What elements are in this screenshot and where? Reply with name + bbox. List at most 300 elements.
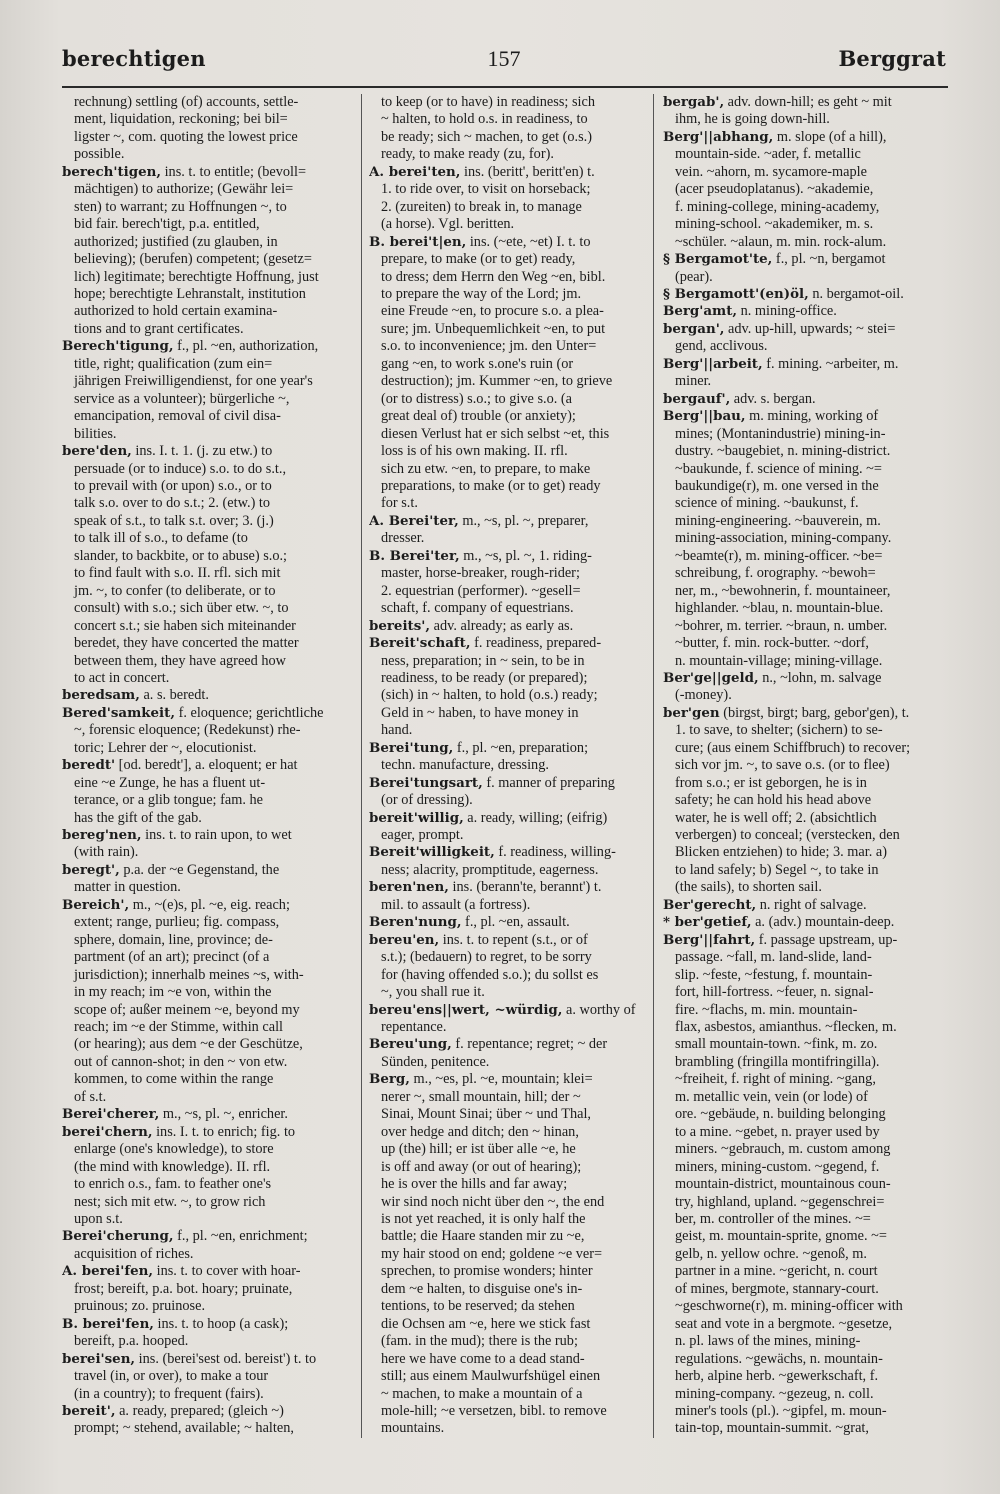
dictionary-text-line	[663, 740, 949, 757]
headword: bergab',	[663, 94, 725, 110]
entry-text: acquisition of riches.	[74, 1245, 194, 1262]
entry-text: upon s.t.	[74, 1211, 123, 1227]
headword: Berech'tigung,	[62, 338, 174, 355]
dictionary-text-line	[62, 548, 354, 565]
headword: beredsam,	[62, 687, 140, 704]
dictionary-text-line	[62, 600, 354, 617]
dictionary-text-line	[663, 1141, 949, 1158]
headword: bergan',	[663, 320, 725, 337]
dictionary-text-line	[663, 862, 949, 879]
headword: Berg'||fahrt,	[663, 931, 756, 948]
entry-text: ins. t. to hoop (a cask);	[153, 1315, 289, 1332]
entry-text: of s.t.	[74, 1088, 107, 1105]
dictionary-text-line	[369, 338, 651, 355]
dictionary-text-line	[369, 216, 651, 233]
dictionary-text-line	[369, 600, 651, 617]
entry-text: die Ochsen am ~e, here we stick fast	[381, 1315, 591, 1332]
entry-text: ~ machen, to make a mountain of a	[381, 1385, 583, 1402]
dictionary-text-line	[369, 1054, 651, 1071]
entry-text: eine Freude ~en, to procure s.o. a plea-	[381, 303, 604, 320]
dictionary-text-line	[369, 391, 651, 408]
entry-text: m., ~es, pl. ~e, mountain; klei=	[409, 1071, 593, 1088]
entry-text: f. manner of preparing	[482, 774, 615, 791]
entry-text: a. ready, prepared; (gleich ~)	[115, 1402, 284, 1419]
entry-text: m. slope (of a hill),	[773, 128, 887, 145]
dictionary-text-line	[62, 932, 354, 949]
entry-text: sich vor jm. ~, to save o.s. (or to flee)	[675, 757, 890, 774]
entry-text: (with rain).	[74, 844, 139, 861]
dictionary-text-line	[62, 1159, 354, 1176]
entry-text: to keep (or to have) in readiness; sich	[381, 94, 595, 110]
entry-text: ins. (berei'sest od. bereist') t. to	[135, 1350, 317, 1367]
entry-text: for (having offended s.o.); du sollst es	[381, 966, 599, 983]
entry-text: bilities.	[74, 425, 117, 442]
headword: * ber'getief,	[663, 914, 752, 931]
entry-text: herb, alpine herb. ~gewerkschaft, f.	[675, 1368, 879, 1385]
entry-text: dustry. ~baugebiet, n. mining-district.	[675, 443, 891, 460]
entry-text: sten) to warrant; zu Hoffnungen ~, to	[74, 198, 287, 215]
entry-text: (a horse). Vgl. beritten.	[381, 216, 515, 233]
entry-text: service as a volunteer); bürgerliche ~,	[74, 390, 290, 407]
entry-text: f. readiness, prepared-	[470, 635, 602, 652]
entry-text: ~baukunde, f. science of mining. ~=	[675, 460, 882, 477]
entry-text: to a mine. ~gebet, n. prayer used by	[675, 1123, 880, 1140]
entry-text: (acer pseudoplatanus). ~akademie,	[675, 181, 874, 198]
dictionary-text-line	[663, 338, 949, 355]
entry-text: water, he is well off; 2. (absichtlich	[675, 809, 877, 826]
entry-text: ~butter, f. min. rock-butter. ~dorf,	[675, 635, 869, 652]
dictionary-text-line	[663, 1351, 949, 1368]
headword: Ber'gerecht,	[663, 896, 757, 913]
entry-text: f. readiness, willing-	[494, 844, 616, 861]
dictionary-text-line	[369, 670, 651, 687]
dictionary-text-line	[369, 967, 651, 984]
dictionary-text-line	[62, 949, 354, 966]
entry-text: kommen, to come within the range	[74, 1071, 274, 1088]
dictionary-entry-line	[369, 914, 651, 931]
entry-text: slip. ~feste, ~festung, f. mountain-	[675, 966, 873, 983]
entry-text: (-money).	[675, 687, 732, 704]
dictionary-text-line	[369, 111, 651, 128]
entry-text: n. mountain-village; mining-village.	[675, 652, 883, 669]
dictionary-text-line	[663, 687, 949, 704]
column-2	[369, 94, 651, 1464]
entry-text: pruinous; zo. pruinose.	[74, 1298, 206, 1315]
entry-text: wir sind noch nicht über den ~, the end	[381, 1193, 605, 1210]
dictionary-text-line	[62, 1176, 354, 1193]
entry-text: reach; im ~e der Stimme, within call	[74, 1019, 284, 1036]
dictionary-entry-line	[62, 687, 354, 704]
dictionary-entry-line	[369, 548, 651, 565]
dictionary-text-line	[663, 1071, 949, 1088]
dictionary-text-line	[62, 199, 354, 216]
entry-text: jurisdiction); innerhalb meines ~s, with-	[74, 966, 304, 983]
entry-text: ~bohrer, m. terrier. ~braun, n. umber.	[675, 617, 888, 634]
entry-text: eager, prompt.	[381, 827, 464, 844]
dictionary-text-line	[62, 1420, 354, 1437]
entry-text: bid fair. berech'tigt, p.a. entitled,	[74, 216, 260, 233]
dictionary-text-line	[369, 687, 651, 704]
entry-text: authorized to hold certain examina-	[74, 303, 278, 320]
dictionary-entry-line	[663, 408, 949, 425]
entry-text: concert s.t.; sie haben sich miteinander	[74, 617, 296, 634]
dictionary-text-line	[369, 146, 651, 163]
dictionary-text-line	[62, 391, 354, 408]
entry-text: ~, forensic eloquence; (Redekunst) rhe-	[74, 722, 301, 739]
dictionary-text-line	[62, 321, 354, 338]
headword: Bereit'schaft,	[369, 635, 471, 652]
dictionary-text-line	[663, 1403, 949, 1420]
entry-text: mining-engineering. ~bauverein, m.	[675, 512, 881, 529]
entry-text: ins. (berann'te, berannt') t.	[448, 879, 602, 896]
dictionary-text-line	[369, 1263, 651, 1280]
entry-text: gend, acclivous.	[675, 338, 768, 355]
dictionary-text-line	[369, 862, 651, 879]
entry-text: ore. ~gebäude, n. building belonging	[675, 1106, 886, 1123]
dictionary-text-line	[663, 1316, 949, 1333]
entry-text: diesen Verlust hat er sich selbst ~et, this	[381, 425, 610, 442]
entry-text: seat and vote in a bergmote. ~gesetze,	[675, 1315, 893, 1332]
entry-text: (in a country); to frequent (fairs).	[74, 1385, 264, 1402]
entry-text: vein. ~ahorn, m. sycamore-maple	[675, 163, 867, 180]
entry-text: Blicken entziehen) to hide; 3. mar. a)	[675, 844, 887, 861]
entry-text: highlander. ~blau, n. mountain-blue.	[675, 600, 884, 617]
dictionary-text-line	[663, 1298, 949, 1315]
dictionary-text-line	[369, 94, 651, 111]
entry-text: p.a. der ~e Gegenstand, the	[119, 861, 280, 878]
entry-text: f., pl. ~en, preparation;	[453, 739, 589, 756]
entry-text: cure; (aus einem Schiffbruch) to recover;	[675, 739, 911, 756]
dictionary-text-line	[62, 513, 354, 530]
dictionary-text-line	[369, 199, 651, 216]
entry-text: over hedge and ditch; den ~ hinan,	[381, 1123, 579, 1140]
dictionary-entry-line	[62, 338, 354, 355]
dictionary-text-line	[663, 810, 949, 827]
dictionary-text-line	[663, 1420, 949, 1437]
dictionary-text-line	[369, 1368, 651, 1385]
entry-text: partment (of an art); precinct (of a	[74, 949, 270, 966]
dictionary-text-line	[663, 199, 949, 216]
entry-text: f. mining-college, mining-academy,	[675, 198, 880, 215]
dictionary-text-line	[663, 653, 949, 670]
entry-text: readiness, to be ready (or prepared);	[381, 669, 588, 686]
dictionary-entry-line	[62, 757, 354, 774]
entry-text: (pear).	[675, 268, 713, 285]
dictionary-text-line	[369, 443, 651, 460]
dictionary-text-line	[663, 879, 949, 896]
dictionary-text-line	[369, 1281, 651, 1298]
entry-text: in my reach; im ~e von, within the	[74, 984, 272, 1001]
entry-text: to prepare the way of the Lord; jm.	[381, 285, 582, 302]
entry-text: verbergen) to conceal; (verstecken, den	[675, 827, 900, 844]
entry-text: master, horse-breaker, rough-rider;	[381, 565, 580, 582]
entry-text: loss is of his own making. II. rfl.	[381, 443, 568, 460]
dictionary-text-line	[369, 565, 651, 582]
entry-text: is off and away (or out of hearing);	[381, 1158, 582, 1175]
dictionary-text-line	[663, 548, 949, 565]
dictionary-text-line	[663, 181, 949, 198]
dictionary-text-line	[62, 1246, 354, 1263]
entry-text: from s.o.; er ist geborgen, he is in	[675, 774, 867, 791]
dictionary-text-line	[369, 269, 651, 286]
headword: A. berei'ten,	[369, 163, 461, 180]
entry-text: ins. t. to entitle; (bevoll=	[161, 163, 307, 180]
headword: bereu'ens||wert, ~würdig,	[369, 1001, 563, 1018]
entry-text: (or of dressing).	[381, 792, 473, 809]
entry-text: ins. t. to rain upon, to wet	[141, 827, 292, 844]
dictionary-entry-line	[663, 303, 949, 320]
dictionary-text-line	[62, 775, 354, 792]
dictionary-text-line	[663, 461, 949, 478]
dictionary-text-line	[663, 1159, 949, 1176]
dictionary-text-line	[62, 111, 354, 128]
dictionary-text-line	[369, 1176, 651, 1193]
entry-text: passage. ~fall, m. land-slide, land-	[675, 949, 872, 966]
entry-text: f. eloquence; gerichtliche	[175, 704, 324, 721]
dictionary-text-line	[62, 722, 354, 739]
entry-text: mountains.	[381, 1420, 445, 1437]
dictionary-text-line	[369, 356, 651, 373]
dictionary-text-line	[62, 1194, 354, 1211]
dictionary-text-line	[663, 1176, 949, 1193]
entry-text: adv. down-hill; es geht ~ mit	[724, 94, 892, 110]
entry-text: ness, preparation; in ~ sein, to be in	[381, 652, 585, 669]
dictionary-text-line	[62, 1281, 354, 1298]
dictionary-text-line	[62, 495, 354, 512]
entry-text: n., ~lohn, m. salvage	[758, 669, 882, 686]
dictionary-entry-line	[62, 1228, 354, 1245]
dictionary-text-line	[663, 426, 949, 443]
dictionary-text-line	[663, 1386, 949, 1403]
entry-text: mines; (Montanindustrie) mining-in-	[675, 425, 886, 442]
dictionary-text-line	[663, 1089, 949, 1106]
entry-text: m. metallic vein, vein (or lode) of	[675, 1088, 868, 1105]
entry-text: ins. t. to cover with hoar-	[153, 1263, 301, 1280]
dictionary-entry-line	[369, 844, 651, 861]
entry-text: mil. to assault (a fortress).	[381, 896, 531, 913]
entry-text: still; aus einem Maulwurfshügel einen	[381, 1368, 601, 1385]
entry-text: f. mining. ~arbeiter, m.	[762, 355, 899, 372]
entry-text: mining-school. ~akademiker, m. s.	[675, 216, 874, 233]
entry-text: toric; Lehrer der ~, elocutionist.	[74, 739, 257, 756]
headword: § Bergamot'te,	[663, 251, 773, 268]
entry-text: (fam. in the mud); there is the rub;	[381, 1333, 578, 1350]
dictionary-entry-line	[369, 740, 651, 757]
entry-text: mountain-district, mountainous coun-	[675, 1176, 891, 1193]
dictionary-entry-line	[62, 1316, 354, 1333]
entry-text: ~schüler. ~alaun, m. min. rock-alum.	[675, 233, 887, 250]
dictionary-text-line	[663, 216, 949, 233]
entry-text: hand.	[381, 722, 413, 739]
entry-text: to find fault with s.o. II. rfl. sich mit	[74, 565, 281, 582]
dictionary-text-line	[663, 1368, 949, 1385]
dictionary-entry-line	[663, 914, 949, 931]
entry-text: ~ halten, to hold o.s. in readiness, to	[381, 111, 588, 128]
entry-text: gang ~en, to work s.one's ruin (or	[381, 355, 574, 372]
dictionary-text-line	[663, 967, 949, 984]
dictionary-entry-line	[62, 827, 354, 844]
dictionary-text-line	[369, 1089, 651, 1106]
entry-text: prompt; ~ stehend, available; ~ halten,	[74, 1420, 294, 1437]
headword: Berei'cherung,	[62, 1228, 174, 1245]
page-header	[62, 46, 946, 80]
dictionary-text-line	[369, 303, 651, 320]
dictionary-entry-line	[62, 897, 354, 914]
entry-text: science of mining. ~baukunst, f.	[675, 495, 859, 512]
entry-text: tain-top, mountain-summit. ~grat,	[675, 1420, 869, 1437]
entry-text: f. passage upstream, up-	[755, 931, 898, 948]
dictionary-text-line	[62, 478, 354, 495]
dictionary-text-line	[663, 949, 949, 966]
headword: bereu'en,	[369, 931, 440, 948]
headword: Bereich',	[62, 896, 130, 913]
entry-text: ber, m. controller of the mines. ~=	[675, 1211, 871, 1227]
dictionary-text-line	[62, 565, 354, 582]
dictionary-text-line	[62, 1071, 354, 1088]
dictionary-entry-line	[369, 234, 651, 251]
headword: A. Berei'ter,	[369, 512, 459, 529]
dictionary-text-line	[369, 478, 651, 495]
entry-text: a. (adv.) mountain-deep.	[751, 914, 895, 931]
dictionary-text-line	[663, 146, 949, 163]
dictionary-text-line	[663, 1211, 949, 1228]
headword: berei'sen,	[62, 1350, 136, 1367]
dictionary-text-line	[663, 1228, 949, 1245]
headword: B. berei't|en,	[369, 233, 467, 250]
dictionary-text-line	[663, 1036, 949, 1053]
entry-text: frost; bereift, p.a. bot. hoary; pruinate,	[74, 1280, 293, 1297]
entry-text: for s.t.	[381, 495, 418, 512]
entry-text: ~freiheit, f. right of mining. ~gang,	[675, 1071, 876, 1088]
dictionary-entry-line	[62, 705, 354, 722]
dictionary-text-line	[62, 984, 354, 1001]
entry-text: mächtigen) to authorize; (Gewähr lei=	[74, 181, 294, 198]
dictionary-entry-line	[663, 705, 949, 722]
entry-text: extent; range, purlieu; fig. compass,	[74, 914, 280, 931]
dictionary-entry-line	[663, 321, 949, 338]
dictionary-text-line	[62, 356, 354, 373]
entry-text: geist, m. mountain-sprite, gnome. ~=	[675, 1228, 887, 1245]
dictionary-entry-line	[62, 1263, 354, 1280]
entry-text: tentions, to be reserved; da stehen	[381, 1298, 575, 1315]
dictionary-text-line	[369, 757, 651, 774]
entry-text: has the gift of the gab.	[74, 809, 202, 826]
headword: Berg'||abhang,	[663, 128, 774, 145]
dictionary-text-line	[62, 792, 354, 809]
dictionary-text-line	[369, 1106, 651, 1123]
dictionary-text-line	[663, 1263, 949, 1280]
headword: § Bergamott'(en)öl,	[663, 285, 809, 302]
entry-text: a. worthy of	[562, 1001, 636, 1018]
dictionary-text-line	[663, 478, 949, 495]
entry-text: bereift, p.a. hooped.	[74, 1333, 189, 1350]
headword: bereit',	[62, 1402, 116, 1419]
entry-text: flax, asbestos, amianthus. ~flecken, m.	[675, 1019, 897, 1036]
dictionary-text-line	[62, 583, 354, 600]
headword: ber'gen	[663, 704, 720, 721]
dictionary-entry-line	[663, 932, 949, 949]
dictionary-text-line	[663, 757, 949, 774]
entry-text: is not yet reached, it is only half the	[381, 1211, 586, 1227]
entry-text: (the mind with knowledge). II. rfl.	[74, 1158, 271, 1175]
dictionary-entry-line	[369, 618, 651, 635]
dictionary-text-line	[62, 1368, 354, 1385]
dictionary-entry-line	[62, 164, 354, 181]
entry-text: here we have come to a dead stand-	[381, 1350, 585, 1367]
dictionary-text-line	[62, 967, 354, 984]
dictionary-text-line	[663, 984, 949, 1001]
entry-text: baukundige(r), m. one versed in the	[675, 477, 879, 494]
entry-text: s.o. to inconvenience; jm. den Unter=	[381, 338, 597, 355]
headword: bergauf',	[663, 390, 731, 407]
dictionary-text-line	[62, 530, 354, 547]
dictionary-text-line	[369, 1333, 651, 1350]
dictionary-text-line	[62, 670, 354, 687]
dictionary-text-line	[62, 234, 354, 251]
entry-text: preparations, to make (or to get) ready	[381, 477, 601, 494]
dictionary-text-line	[663, 635, 949, 652]
dictionary-text-line	[62, 408, 354, 425]
headword: beren'nen,	[369, 879, 449, 896]
entry-text: matter in question.	[74, 879, 181, 896]
dictionary-text-line	[369, 1246, 651, 1263]
dictionary-text-line	[62, 1333, 354, 1350]
entry-text: lich) legitimate; berechtigte Hoffnung, just	[74, 268, 319, 285]
entry-text: try, highland, upland. ~gegenschrei=	[675, 1193, 885, 1210]
entry-text: my hair stood on end; goldene ~e ver=	[381, 1245, 603, 1262]
dictionary-entry-line	[369, 932, 651, 949]
right-running-head: Berggrat	[838, 46, 946, 71]
headword: bereit'willig,	[369, 809, 464, 826]
entry-text: Sinai, Mount Sinai; über ~ und Thal,	[381, 1106, 591, 1123]
dictionary-text-line	[62, 269, 354, 286]
entry-text: m., ~s, pl. ~, preparer,	[458, 512, 589, 529]
dictionary-entry-line	[663, 94, 949, 111]
headword: bere'den,	[62, 443, 132, 460]
headword: Ber'ge||geld,	[663, 669, 759, 686]
entry-text: to dress; dem Herrn den Weg ~en, bibl.	[381, 268, 606, 285]
headword: Bered'samkeit,	[62, 704, 175, 721]
entry-text: partner in a mine. ~gericht, n. court	[675, 1263, 878, 1280]
dictionary-text-line	[369, 792, 651, 809]
dictionary-text-line	[369, 251, 651, 268]
dictionary-text-line	[62, 635, 354, 652]
entry-text: eine ~e Zunge, he has a fluent ut-	[74, 774, 266, 791]
dictionary-text-line	[369, 286, 651, 303]
dictionary-text-line	[62, 1002, 354, 1019]
entry-text: safety; he can hold his head above	[675, 792, 872, 809]
dictionary-text-line	[663, 269, 949, 286]
entry-text: adv. already; as early as.	[430, 617, 574, 634]
entry-text: talk s.o. over to do s.t.; 2. (etw.) to	[74, 495, 271, 512]
entry-text: jm. ~, to confer (to deliberate, or to	[74, 582, 276, 599]
header-rule	[62, 86, 948, 88]
entry-text: miner.	[675, 373, 712, 390]
entry-text: adv. up-hill, upwards; ~ stei=	[724, 320, 896, 337]
entry-text: ment, liquidation, reckoning; bei bil=	[74, 111, 288, 128]
entry-text: Sünden, penitence.	[381, 1053, 490, 1070]
dictionary-entry-line	[663, 897, 949, 914]
entry-text: n. pl. laws of the mines, mining-	[675, 1333, 861, 1350]
entry-text: miners. ~gebrauch, m. custom among	[675, 1141, 891, 1158]
entry-text: mining-company. ~gezeug, n. coll.	[675, 1385, 874, 1402]
headword: beredt'	[62, 757, 116, 774]
entry-text: to act in concert.	[74, 669, 170, 686]
dictionary-text-line	[369, 1403, 651, 1420]
dictionary-entry-line	[369, 1036, 651, 1053]
dictionary-entry-line	[62, 1403, 354, 1420]
entry-text: title, right; qualification (zum ein=	[74, 355, 273, 372]
